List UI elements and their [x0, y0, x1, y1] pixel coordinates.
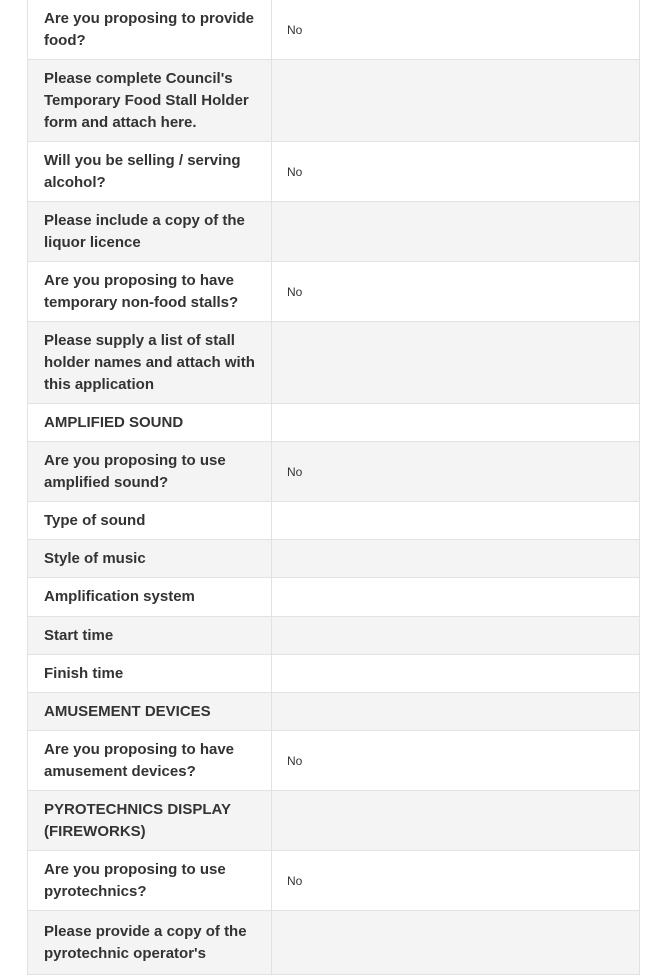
table-row	[28, 731, 639, 791]
row-value	[272, 60, 639, 141]
table-row	[28, 502, 639, 540]
row-value	[272, 791, 639, 850]
table-row	[28, 655, 639, 693]
row-label: Will you be selling / serving alcohol?	[28, 142, 272, 201]
table-row	[28, 60, 639, 142]
row-value	[272, 502, 639, 539]
section-header: PYROTECHNICS DISPLAY (FIREWORKS)	[28, 791, 272, 850]
table-row	[28, 442, 639, 502]
row-value: No	[287, 753, 303, 768]
table-row	[28, 142, 639, 202]
section-header-row	[28, 404, 639, 442]
row-label: Please include a copy of the liquor licence	[28, 202, 272, 261]
row-label: Are you proposing to use pyrotechnics?	[28, 851, 272, 910]
table-row	[28, 262, 639, 322]
row-label: Are you proposing to have amusement devices?	[28, 731, 272, 790]
table-row	[28, 617, 639, 655]
row-value	[272, 617, 639, 654]
table-row	[28, 202, 639, 262]
section-header-row	[28, 791, 639, 851]
table-row	[28, 578, 639, 617]
table-row	[28, 0, 639, 60]
row-label: Please complete Council's Temporary Food Stall Holder form and attach here.	[28, 60, 272, 141]
table-row	[28, 851, 639, 911]
table-row	[28, 540, 639, 578]
section-header-row	[28, 693, 639, 731]
section-header: AMPLIFIED SOUND	[28, 404, 272, 441]
row-value: No	[287, 284, 303, 299]
row-value	[272, 202, 639, 261]
section-header: AMUSEMENT DEVICES	[28, 693, 272, 730]
row-label: Are you proposing to provide food?	[28, 0, 272, 59]
row-value	[272, 911, 639, 974]
row-value	[272, 655, 639, 692]
row-value	[272, 404, 639, 441]
row-label: Finish time	[28, 655, 272, 692]
row-label: Style of music	[28, 540, 272, 577]
row-value	[272, 540, 639, 577]
row-label: Are you proposing to have temporary non-food stalls?	[28, 262, 272, 321]
row-label: Are you proposing to use amplified sound?	[28, 442, 272, 501]
row-value: No	[287, 164, 303, 179]
table-row	[28, 322, 639, 404]
row-label: Please supply a list of stall holder names and attach with this application	[28, 322, 272, 403]
row-value: No	[287, 464, 303, 479]
application-form-table	[27, 0, 640, 975]
row-label: Please provide a copy of the pyrotechnic operator's	[28, 911, 272, 974]
row-value: No	[287, 873, 303, 888]
row-label: Amplification system	[28, 578, 272, 616]
row-value	[272, 322, 639, 403]
row-value	[272, 693, 639, 730]
row-label: Start time	[28, 617, 272, 654]
table-row	[28, 911, 639, 975]
row-value: No	[287, 22, 303, 37]
row-label: Type of sound	[28, 502, 272, 539]
row-value	[272, 578, 639, 616]
